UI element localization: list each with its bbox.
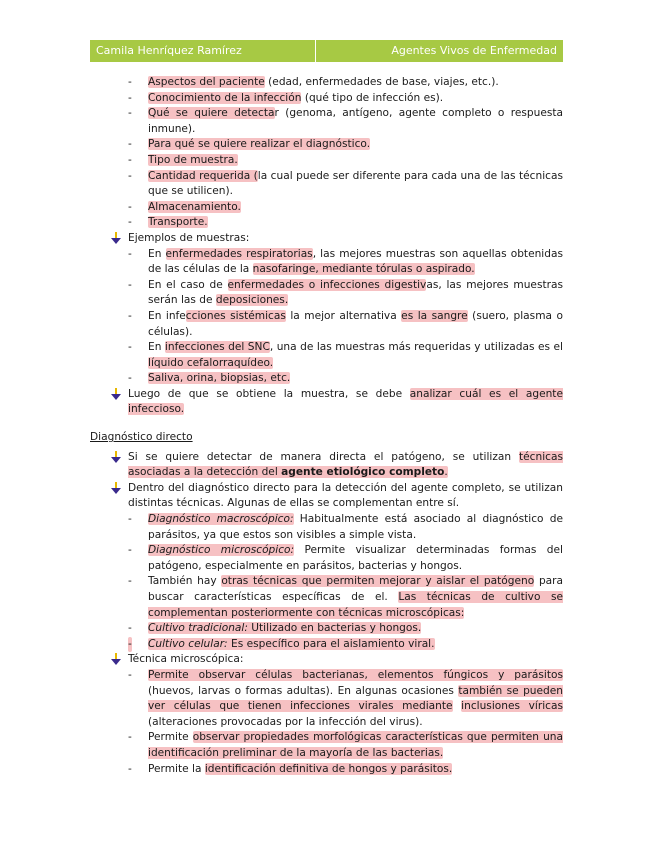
list-item: - Permite observar propiedades morfológicas características que permiten una identificación preliminar de la mayoría de las bacterias. — [128, 731, 564, 759]
header-author: Camila Henríquez Ramírez — [90, 40, 316, 62]
list-item: - Qué se quiere detectar (genoma, antígeno, agente completo o respuesta inmune). — [128, 107, 564, 135]
bullet-directo-1: Si se quiere detectar de manera directa el patógeno, se utilizan técnicas asociadas a la detección del agente etiológico completo. — [90, 450, 563, 481]
list-item: - Tipo de muestra. — [128, 153, 238, 166]
list-item: - En el caso de enfermedades o infecciones digestivas, las mejores muestras serán las de deposiciones. — [128, 278, 563, 307]
list-item: - Saliva, orina, biopsias, etc. — [128, 372, 291, 385]
list-item: - Diagnóstico macroscópico: Habitualmente está asociado al diagnóstico de parásitos, ya que estos son visibles a simple vista. — [128, 513, 563, 541]
list-item: - En infecciones sistémicas la mejor alternativa es la sangre (suero, plasma o células). — [128, 309, 563, 338]
list-item: - Cultivo tradicional: Utilizado en bacterias y hongos. — [128, 622, 422, 635]
bullet-directo-2: Dentro del diagnóstico directo para la detección del agente completo, se utilizan distintas técnicas. Algunas de ellas se complementan entre sí. — [90, 481, 563, 512]
arrow-bullet-icon — [110, 451, 122, 464]
arrow-bullet-icon — [110, 653, 122, 666]
list-item: - Conocimiento de la infección (qué tipo de infección es). — [128, 91, 444, 104]
bullet-luego: Luego de que se obtiene la muestra, se debe analizar cuál es el agente infeccioso. — [90, 387, 563, 418]
list-item: - En infecciones del SNC, una de las muestras más requeridas y utilizadas es el líquido cefalorraquídeo. — [128, 341, 563, 369]
list-item: - Para qué se quiere realizar el diagnóstico. — [128, 138, 371, 151]
list-item: - Transporte. — [128, 216, 208, 229]
page-content — [90, 75, 563, 777]
bullet-microscopica: Técnica microscópica: — [90, 652, 563, 668]
section-title: Diagnóstico directo — [90, 431, 193, 444]
arrow-bullet-icon — [110, 482, 122, 495]
page-header — [90, 40, 563, 62]
header-subject: Agentes Vivos de Enfermedad — [391, 44, 557, 57]
list-item: - Permite observar células bacterianas, elementos fúngicos y parásitos (huevos, larvas o formas adultas). En algunas ocasiones también se pueden ver células que tienen infecciones virales mediante inclusiones víricas (alteraciones provocadas por la infección del virus). — [128, 668, 563, 728]
bullet-ejemplos: Ejemplos de muestras: — [90, 231, 563, 247]
list-item: - Aspectos del paciente (edad, enfermedades de base, viajes, etc.). — [128, 76, 499, 88]
arrow-bullet-icon — [110, 388, 122, 401]
list-item: - Cultivo celular: Es específico para el aislamiento viral. — [90, 637, 563, 653]
list-item: - Cantidad requerida (la cual puede ser diferente para cada una de las técnicas que se utilicen). — [128, 169, 563, 198]
list-item: - También hay otras técnicas que permiten mejorar y aislar el patógeno para buscar características específicas de el. Las técnicas de cultivo se complementan posteriormente con técnicas microscópicas: — [128, 575, 564, 619]
list-item: - Diagnóstico microscópico: Permite visualizar determinadas formas del patógeno, especialmente en parásitos, bacterias y hongos. — [128, 544, 563, 572]
list-item: - En enfermedades respiratorias, las mejores muestras son aquellas obtenidas de las células de la nasofaringe, mediante tórulas o aspirado. — [128, 247, 563, 276]
list-item: - Permite la identificación definitiva de hongos y parásitos. — [128, 762, 453, 775]
list-item: - Almacenamiento. — [128, 200, 241, 213]
arrow-bullet-icon — [110, 232, 122, 245]
